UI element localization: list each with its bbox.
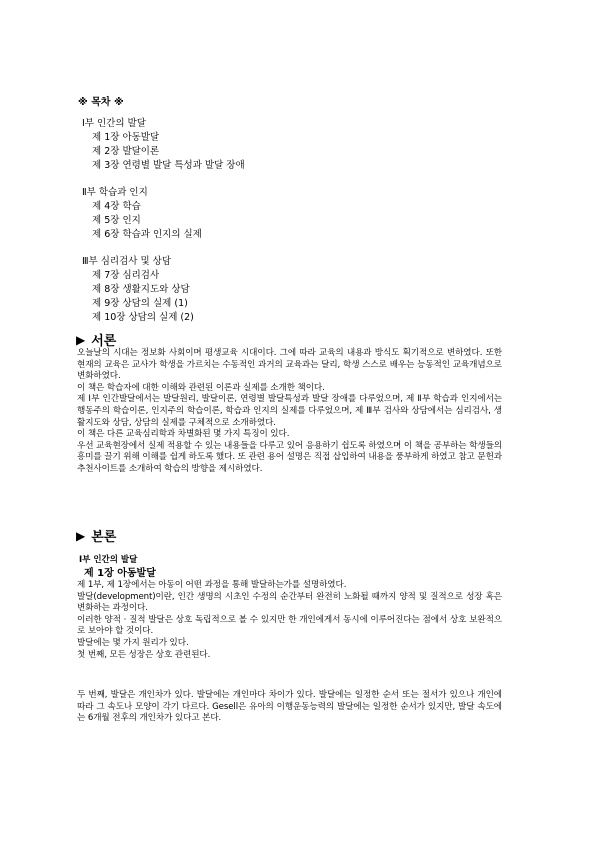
paragraph: 발달에는 몇 가지 원리가 있다. — [77, 637, 189, 648]
toc-chapter: 제 3장 연령별 발달 특성과 발달 장애 — [92, 160, 245, 171]
toc-chapter: 제 8장 생활지도와 상담 — [92, 284, 190, 295]
triangle-right-icon: ▶ — [76, 332, 86, 347]
paragraph: 이러한 양적 · 질적 발달은 상호 독립적으로 볼 수 있지만 한 개인에게서 동시에 이루어진다는 점에서 상호 보완적으로 보아야 할 것이다. — [77, 614, 502, 637]
toc-chapter: 제 5장 인지 — [92, 215, 141, 226]
paragraph: 두 번째, 발달은 개인차가 있다. 발달에는 개인마다 차이가 있다. 발달에는 일정한 순서 또는 절서가 있으나 개인에 따라 그 속도나 모양이 각기 다르다. Gesell은 유아의 이행운동능력의 발달에는 일정한 순서가 있지만, 발달 속도에는 6개월 전후의 개인차가 있다고 본다. — [77, 690, 502, 724]
toc-chapter: 제 2장 발달이론 — [92, 146, 160, 157]
toc-title: ※ 목차 ※ — [78, 97, 124, 108]
intro-heading-label: 서론 — [91, 334, 117, 349]
table-of-contents — [82, 117, 245, 325]
toc-chapter: 제 10장 상담의 실제 (2) — [92, 312, 194, 323]
paragraph: 오늘날의 시대는 정보화 사회이며 평생교육 시대이다. 그에 따라 교육의 내용과 방식도 획기적으로 변하였다. 또한 현재의 교육은 교사가 학생을 가르치는 수동적인 과거의 교육과는 달리, 학생 스스로 배우는 능동적인 교육개념으로 변화하였다. — [77, 348, 502, 382]
paragraph: 제 Ⅰ부 인간발달에서는 발달원리, 발달이론, 연령별 발달특성과 발달 장애를 다루었으며, 제 Ⅱ부 학습과 인지에서는 행동주의 학습이론, 인지주의 학습이론, 학습과 인지의 실제를 다루었으며, 제 Ⅲ부 검사와 상담에서는 심리검사, 생활지도와 상담, 상담의 실제를 구체적으로 소개하였다. — [77, 394, 502, 428]
paragraph: 이 책은 학습자에 대한 이해와 관련된 이론과 실제를 소개한 책이다. — [77, 382, 325, 393]
body-heading-label: 본론 — [91, 530, 117, 545]
toc-chapter: 제 1장 아동발달 — [92, 132, 160, 143]
body-text-continued — [77, 690, 502, 725]
paragraph: 첫 번째, 모든 성장은 상호 관련된다. — [77, 649, 211, 660]
intro-text — [77, 348, 502, 476]
intro-heading — [76, 330, 116, 349]
paragraph: 제 1부, 제 1장에서는 아동이 어떤 과정을 통해 발달하는가를 설명하였다. — [77, 580, 347, 590]
body-heading — [76, 526, 116, 545]
paragraph: 우선 교육현장에서 실제 적용할 수 있는 내용들을 다루고 있어 응용하기 쉽도록 하였으며 이 책을 공부하는 학생들의 흥미를 끌기 위해 이해를 쉽게 하도록 했다. 또 관련 용어 설명은 직접 삽입하여 내용을 풍부하게 하였고 참고 문헌과 추천사이트를 소개하여 학습의 방향을 제시하였다. — [77, 440, 502, 474]
body-text — [77, 580, 502, 661]
paragraph: 발달(development)이란, 인간 생명의 시초인 수정의 순간부터 완전히 노화될 때까지 양적 및 질적으로 성장 혹은 변화하는 과정이다. — [77, 591, 502, 614]
chapter-label: 제 1장 아동발달 — [84, 568, 156, 579]
part-label: Ⅰ부 인간의 발달 — [79, 555, 138, 565]
toc-chapter: 제 9장 상담의 실제 (1) — [92, 298, 188, 309]
triangle-right-icon: ▶ — [76, 528, 86, 543]
paragraph: 이 책은 다른 교육심리학과 차별화된 몇 가지 특징이 있다. — [77, 429, 290, 440]
toc-part-3: Ⅲ부 심리검사 및 상담 — [82, 256, 172, 267]
toc-chapter: 제 7장 심리검사 — [92, 270, 160, 281]
toc-chapter: 제 6장 학습과 인지의 실제 — [92, 229, 202, 240]
toc-part-2: Ⅱ부 학습과 인지 — [82, 187, 148, 198]
toc-chapter: 제 4장 학습 — [92, 201, 141, 212]
toc-part-1: Ⅰ부 인간의 발달 — [82, 118, 146, 129]
